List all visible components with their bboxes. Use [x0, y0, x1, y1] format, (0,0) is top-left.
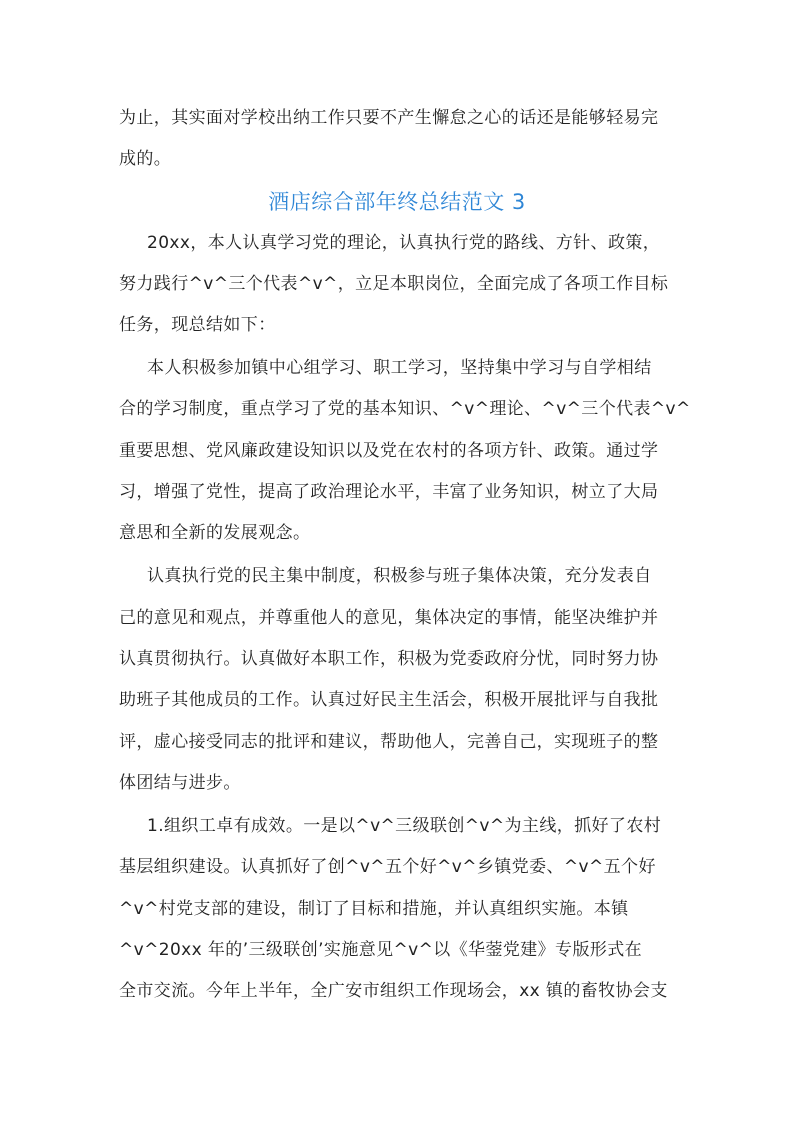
paragraph-2-line-3: 重要思想、党风廉政建设知识以及党在农村的各项方针、政策。通过学 [119, 441, 659, 461]
paragraph-3-line-1: 认真执行党的民主集中制度，积极参与班子集体决策，充分发表自 [147, 566, 652, 586]
paragraph-3-line-6: 体团结与进步。 [119, 773, 241, 793]
paragraph-3-line-5: 评，虚心接受同志的批评和建议，帮助他人，完善自己，实现班子的整 [119, 732, 659, 752]
paragraph-1-line-2: 努力践行^v^三个代表^v^，立足本职岗位，全面完成了各项工作目标 [119, 274, 669, 294]
section-title: 酒店综合部年终总结范文 3 [268, 190, 526, 214]
paragraph-4-line-1: 1.组织工卓有成效。一是以^v^三级联创^v^为主线，抓好了农村 [147, 816, 662, 836]
paragraph-4-line-5: 全市交流。今年上半年，全广安市组织工作现场会，xx 镇的畜牧协会支 [119, 981, 668, 1001]
intro-line-1: 为止，其实面对学校出纳工作只要不产生懈怠之心的话还是能够轻易完 [119, 108, 659, 128]
paragraph-2-line-5: 意思和全新的发展观念。 [119, 523, 311, 543]
paragraph-3-line-3: 认真贯彻执行。认真做好本职工作，积极为党委政府分忧，同时努力协 [119, 649, 659, 669]
intro-line-2: 成的。 [119, 149, 172, 169]
paragraph-2-line-1: 本人积极参加镇中心组学习、职工学习，坚持集中学习与自学相结 [147, 358, 652, 378]
paragraph-4-line-2: 基层组织建设。认真抓好了创^v^五个好^v^乡镇党委、^v^五个好 [119, 857, 656, 877]
paragraph-3-line-4: 助班子其他成员的工作。认真过好民主生活会，积极开展批评与自我批 [119, 690, 659, 710]
paragraph-2-line-2: 合的学习制度，重点学习了党的基本知识、^v^理论、^v^三个代表^v^ [119, 399, 691, 419]
paragraph-1-line-1: 20xx，本人认真学习党的理论，认真执行党的路线、方针、政策， [147, 233, 661, 253]
paragraph-2-line-4: 习，增强了党性，提高了政治理论水平，丰富了业务知识，树立了大局 [119, 482, 659, 502]
paragraph-4-line-3: ^v^村党支部的建设，制订了目标和措施，并认真组织实施。本镇 [119, 899, 629, 919]
paragraph-1-line-3: 任务，现总结如下： [119, 315, 276, 335]
paragraph-4-line-4: ^v^20xx 年的’三级联创’实施意见^v^以《华蓥党建》专版形式在 [119, 940, 643, 960]
paragraph-3-line-2: 己的意见和观点，并尊重他人的意见，集体决定的事情，能坚决维护并 [119, 608, 659, 628]
